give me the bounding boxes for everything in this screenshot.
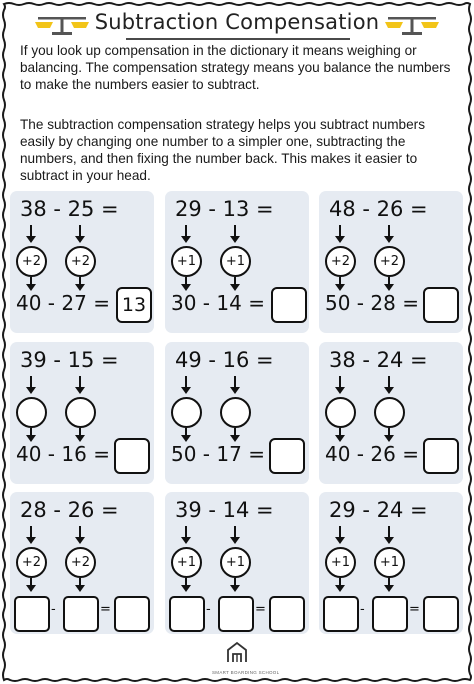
down-arrow-icon: [185, 225, 187, 237]
down-arrow-icon: [30, 277, 32, 285]
strategy-paragraph: The subtraction compensation strategy helps you subtract numbers easily by changing one number to a simpler one, subtracting the numbers, and then fixing the number back. This makes it easier to subtract in your head.: [20, 117, 426, 183]
adjustment-circle[interactable]: [220, 397, 251, 428]
down-arrow-icon: [30, 376, 32, 388]
adjustment-circle: +2: [325, 246, 356, 277]
down-arrow-icon: [79, 526, 81, 538]
adjustment-circle: +1: [171, 246, 202, 277]
down-arrow-icon: [388, 225, 390, 237]
problem-panel: [165, 492, 309, 634]
down-arrow-icon: [339, 578, 341, 586]
down-arrow-icon: [234, 225, 236, 237]
adjustment-circle: +1: [220, 246, 251, 277]
problem-panel: [10, 342, 154, 484]
problem-panel: [165, 191, 309, 333]
adjustment-circle: +2: [16, 547, 47, 578]
down-arrow-icon: [234, 277, 236, 285]
simplified-equation: 50 - 17 =: [171, 442, 265, 466]
title-bar: [0, 6, 474, 46]
down-arrow-icon: [185, 428, 187, 436]
adjustment-circle: +2: [374, 246, 405, 277]
adjustment-circle: +2: [65, 246, 96, 277]
problem-equation: 49 - 16 =: [175, 348, 274, 372]
page-title: Subtraction Compensation: [94, 10, 380, 34]
simplified-equation: 40 - 16 =: [16, 442, 110, 466]
problem-equation: 29 - 24 =: [329, 498, 428, 522]
answer-box[interactable]: [269, 596, 305, 632]
down-arrow-icon: [388, 578, 390, 586]
school-logo: [212, 640, 280, 675]
problem-equation: 48 - 26 =: [329, 197, 428, 221]
down-arrow-icon: [79, 578, 81, 586]
second-number-box[interactable]: [63, 596, 99, 632]
second-number-box[interactable]: [218, 596, 254, 632]
adjustment-circle[interactable]: [16, 397, 47, 428]
answer-box[interactable]: [114, 596, 150, 632]
down-arrow-icon: [388, 428, 390, 436]
down-arrow-icon: [185, 277, 187, 285]
down-arrow-icon: [79, 225, 81, 237]
down-arrow-icon: [30, 526, 32, 538]
problem-equation: 39 - 14 =: [175, 498, 274, 522]
problem-panel: [165, 342, 309, 484]
problem-equation: 29 - 13 =: [175, 197, 274, 221]
down-arrow-icon: [79, 277, 81, 285]
down-arrow-icon: [339, 376, 341, 388]
problem-panel: [10, 492, 154, 634]
adjustment-circle[interactable]: [374, 397, 405, 428]
down-arrow-icon: [388, 526, 390, 538]
down-arrow-icon: [234, 526, 236, 538]
adjustment-circle[interactable]: [171, 397, 202, 428]
answer-box[interactable]: [271, 287, 307, 323]
equals-sign: =: [409, 602, 420, 617]
down-arrow-icon: [79, 428, 81, 436]
minus-sign: -: [51, 602, 56, 617]
down-arrow-icon: [234, 578, 236, 586]
first-number-box[interactable]: [14, 596, 50, 632]
equals-sign: =: [100, 602, 111, 617]
down-arrow-icon: [339, 526, 341, 538]
first-number-box[interactable]: [169, 596, 205, 632]
adjustment-circle: +1: [171, 547, 202, 578]
answer-box[interactable]: 13: [116, 287, 152, 323]
adjustment-circle: +1: [325, 547, 356, 578]
down-arrow-icon: [339, 428, 341, 436]
simplified-equation: 40 - 26 =: [325, 442, 419, 466]
answer-box[interactable]: [114, 438, 150, 474]
first-number-box[interactable]: [323, 596, 359, 632]
school-building-logo-icon: [225, 640, 249, 664]
adjustment-circle[interactable]: [65, 397, 96, 428]
down-arrow-icon: [30, 225, 32, 237]
down-arrow-icon: [185, 376, 187, 388]
simplified-equation: 30 - 14 =: [171, 291, 265, 315]
minus-sign: -: [206, 602, 211, 617]
adjustment-circle: +2: [16, 246, 47, 277]
school-name: SMART BOARDING SCHOOL: [212, 670, 280, 675]
problem-equation: 38 - 25 =: [20, 197, 119, 221]
balance-scale-icon: [384, 10, 440, 38]
problem-panel: [10, 191, 154, 333]
answer-box[interactable]: [423, 438, 459, 474]
down-arrow-icon: [30, 578, 32, 586]
down-arrow-icon: [234, 376, 236, 388]
answer-box[interactable]: [423, 287, 459, 323]
adjustment-circle: +2: [65, 547, 96, 578]
down-arrow-icon: [339, 225, 341, 237]
problem-equation: 38 - 24 =: [329, 348, 428, 372]
problem-panel: [319, 342, 463, 484]
intro-paragraph: If you look up compensation in the dictionary it means weighing or balancing. The compensation strategy means you balance the numbers to make the numbers easier to subtract.: [20, 43, 451, 92]
problem-panel: [319, 191, 463, 333]
down-arrow-icon: [339, 277, 341, 285]
down-arrow-icon: [234, 428, 236, 436]
problem-equation: 39 - 15 =: [20, 348, 119, 372]
adjustment-circle: +1: [220, 547, 251, 578]
down-arrow-icon: [30, 428, 32, 436]
down-arrow-icon: [79, 376, 81, 388]
simplified-equation: 40 - 27 =: [16, 291, 110, 315]
answer-box[interactable]: [269, 438, 305, 474]
adjustment-circle: +1: [374, 547, 405, 578]
down-arrow-icon: [388, 376, 390, 388]
down-arrow-icon: [388, 277, 390, 285]
title-underline: [126, 38, 350, 40]
down-arrow-icon: [185, 578, 187, 586]
second-number-box[interactable]: [372, 596, 408, 632]
minus-sign: -: [360, 602, 365, 617]
equals-sign: =: [255, 602, 266, 617]
simplified-equation: 50 - 28 =: [325, 291, 419, 315]
down-arrow-icon: [185, 526, 187, 538]
problem-panel: [319, 492, 463, 634]
adjustment-circle[interactable]: [325, 397, 356, 428]
problem-equation: 28 - 26 =: [20, 498, 119, 522]
answer-box[interactable]: [423, 596, 459, 632]
